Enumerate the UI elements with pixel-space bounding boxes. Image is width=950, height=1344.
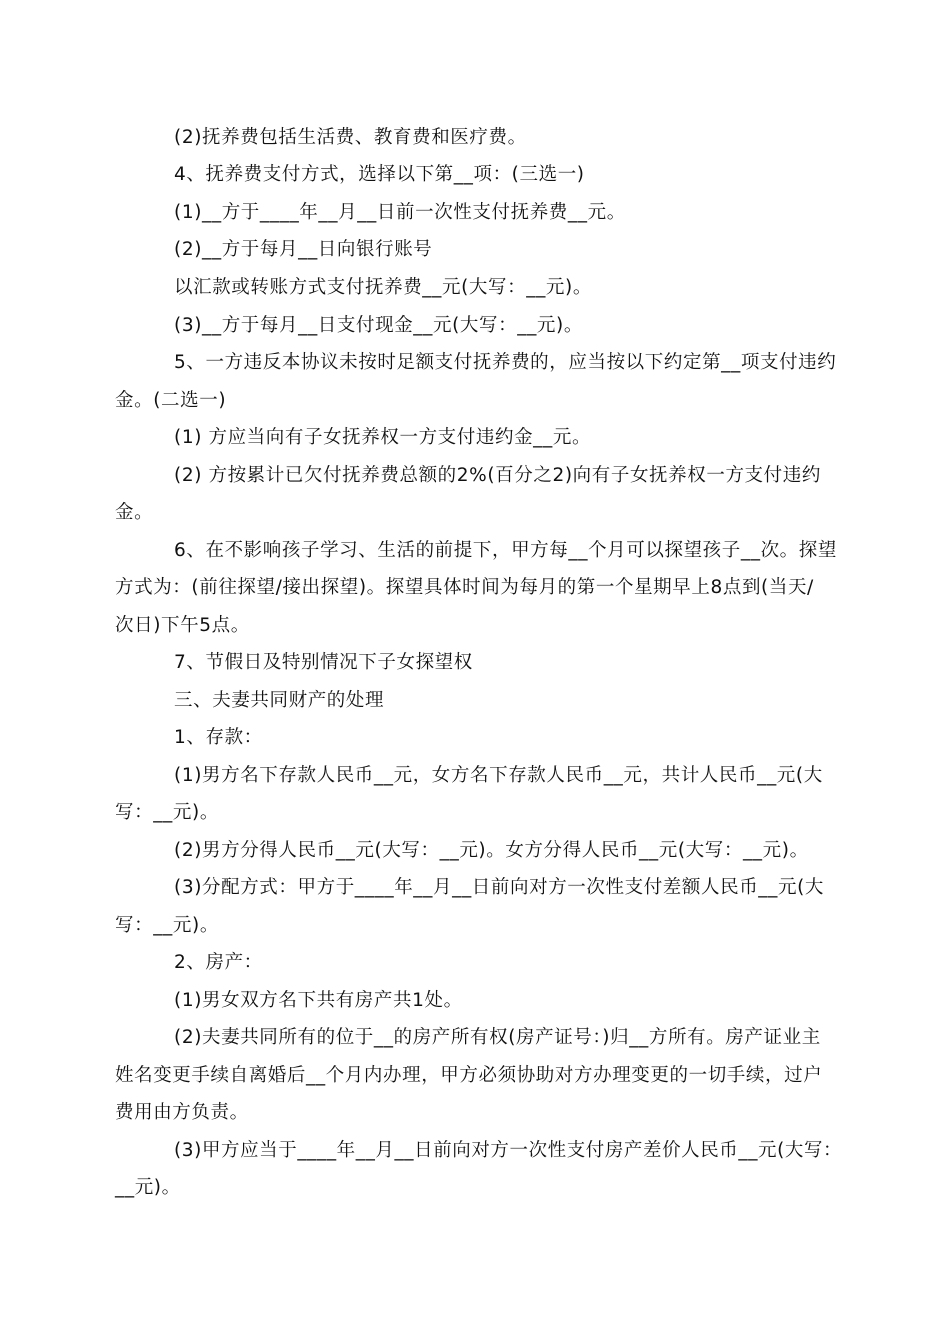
- paragraph: 金。(二选一): [115, 390, 227, 411]
- paragraph: 2、房产：: [174, 952, 263, 973]
- paragraph: (3)甲方应当于____年__月__日前向对方一次性支付房产差价人民币__元(大写：: [174, 1140, 843, 1161]
- paragraph: __元)。: [115, 1177, 181, 1198]
- paragraph: 方式为：(前往探望/接出探望)。探望具体时间为每月的第一个星期早上8点到(当天/: [115, 577, 814, 598]
- section-heading: 三、夫妻共同财产的处理: [174, 690, 385, 711]
- paragraph: 6、在不影响孩子学习、生活的前提下，甲方每__个月可以探望孩子__次。探望: [174, 540, 837, 561]
- paragraph: (1)男方名下存款人民币__元，女方名下存款人民币__元，共计人民币__元(大: [174, 765, 823, 786]
- paragraph: (3)分配方式：甲方于____年__月__日前向对方一次性支付差额人民币__元(大: [174, 877, 825, 898]
- paragraph: (2)夫妻共同所有的位于__的房产所有权(房产证号：)归__方所有。房产证业主: [174, 1027, 821, 1048]
- paragraph: (2)__方于每月__日向银行账号: [174, 239, 433, 260]
- paragraph: 金。: [115, 502, 154, 523]
- paragraph: (3)__方于每月__日支付现金__元(大写：__元)。: [174, 315, 583, 336]
- paragraph: 写：__元)。: [115, 802, 219, 823]
- paragraph: 写：__元)。: [115, 915, 219, 936]
- paragraph: (2)男方分得人民币__元(大写：__元)。女方分得人民币__元(大写：__元)。: [174, 840, 809, 861]
- paragraph: 费用由方负责。: [115, 1102, 249, 1123]
- paragraph: (2) 方按累计已欠付抚养费总额的2%(百分之2)向有子女抚养权一方支付违约: [174, 465, 821, 486]
- paragraph: (1)男女双方名下共有房产共1处。: [174, 990, 463, 1011]
- paragraph: (1)__方于____年__月__日前一次性支付抚养费__元。: [174, 202, 626, 223]
- paragraph: 姓名变更手续自离婚后__个月内办理，甲方必须协助对方办理变更的一切手续，过户: [115, 1065, 823, 1086]
- paragraph: 5、一方违反本协议未按时足额支付抚养费的，应当按以下约定第__项支付违约: [174, 352, 837, 373]
- paragraph: 以汇款或转账方式支付抚养费__元(大写：__元)。: [174, 277, 592, 298]
- paragraph: (2)抚养费包括生活费、教育费和医疗费。: [174, 127, 527, 148]
- paragraph: 4、抚养费支付方式，选择以下第__项：(三选一): [174, 164, 585, 185]
- paragraph: (1) 方应当向有子女抚养权一方支付违约金__元。: [174, 427, 592, 448]
- paragraph: 1、存款：: [174, 727, 263, 748]
- paragraph: 7、节假日及特别情况下子女探望权: [174, 652, 473, 673]
- paragraph: 次日)下午5点。: [115, 615, 250, 636]
